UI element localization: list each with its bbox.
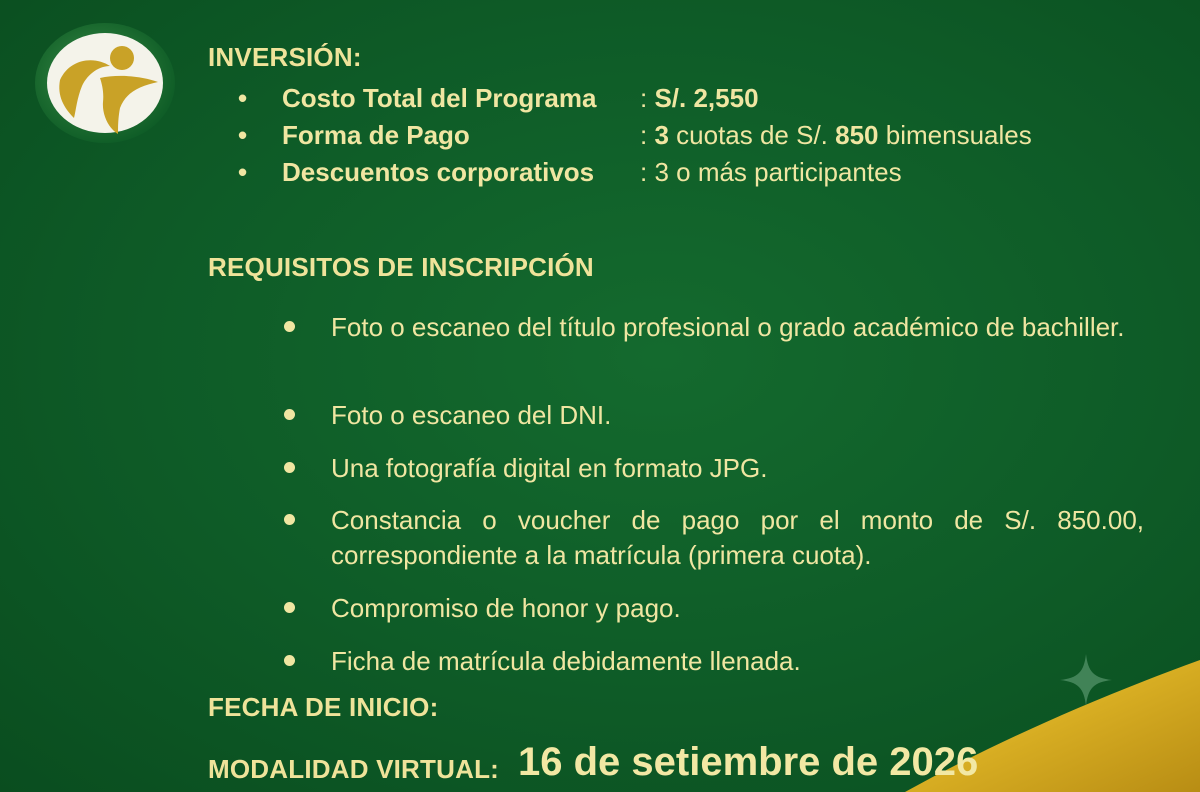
bullet-icon bbox=[284, 409, 295, 420]
bullet-icon bbox=[284, 602, 295, 613]
bullet-icon bbox=[284, 321, 295, 332]
bullet-icon bbox=[284, 514, 295, 525]
inversion-item-value: : S/. 2,550 bbox=[640, 83, 759, 113]
requisito-item: Foto o escaneo del título profesional o grado académico de bachiller. bbox=[284, 310, 1144, 345]
requisito-item: Constancia o voucher de pago por el monto de S/. 850.00, correspondiente a la matrícula (primera cuota). bbox=[284, 503, 1144, 573]
inversion-item-value: : 3 o más participantes bbox=[640, 157, 902, 187]
inversion-heading: INVERSIÓN: bbox=[208, 42, 362, 72]
modalidad-label: MODALIDAD VIRTUAL: bbox=[208, 754, 500, 784]
fecha-heading: FECHA DE INICIO: bbox=[208, 692, 439, 722]
start-date: 16 de setiembre de 2026 bbox=[518, 740, 979, 784]
institution-logo bbox=[30, 18, 180, 148]
requisito-item: Ficha de matrícula debidamente llenada. bbox=[284, 644, 1144, 679]
bullet-icon bbox=[284, 462, 295, 473]
inversion-item-label: Descuentos corporativos bbox=[282, 157, 595, 187]
inversion-item-label: Forma de Pago bbox=[282, 120, 470, 150]
requisito-item: Foto o escaneo del DNI. bbox=[284, 398, 1144, 433]
bullet-icon bbox=[284, 655, 295, 666]
bullet-icon: • bbox=[238, 83, 248, 113]
bullet-icon: • bbox=[238, 120, 248, 150]
requisito-item: Compromiso de honor y pago. bbox=[284, 591, 1144, 626]
requisitos-heading: REQUISITOS DE INSCRIPCIÓN bbox=[208, 252, 594, 282]
inversion-item-value: : 3 cuotas de S/. 850 bimensuales bbox=[640, 120, 1032, 150]
requisito-item: Una fotografía digital en formato JPG. bbox=[284, 451, 1144, 486]
inversion-item-label: Costo Total del Programa bbox=[282, 83, 597, 113]
bullet-icon: • bbox=[238, 157, 248, 187]
